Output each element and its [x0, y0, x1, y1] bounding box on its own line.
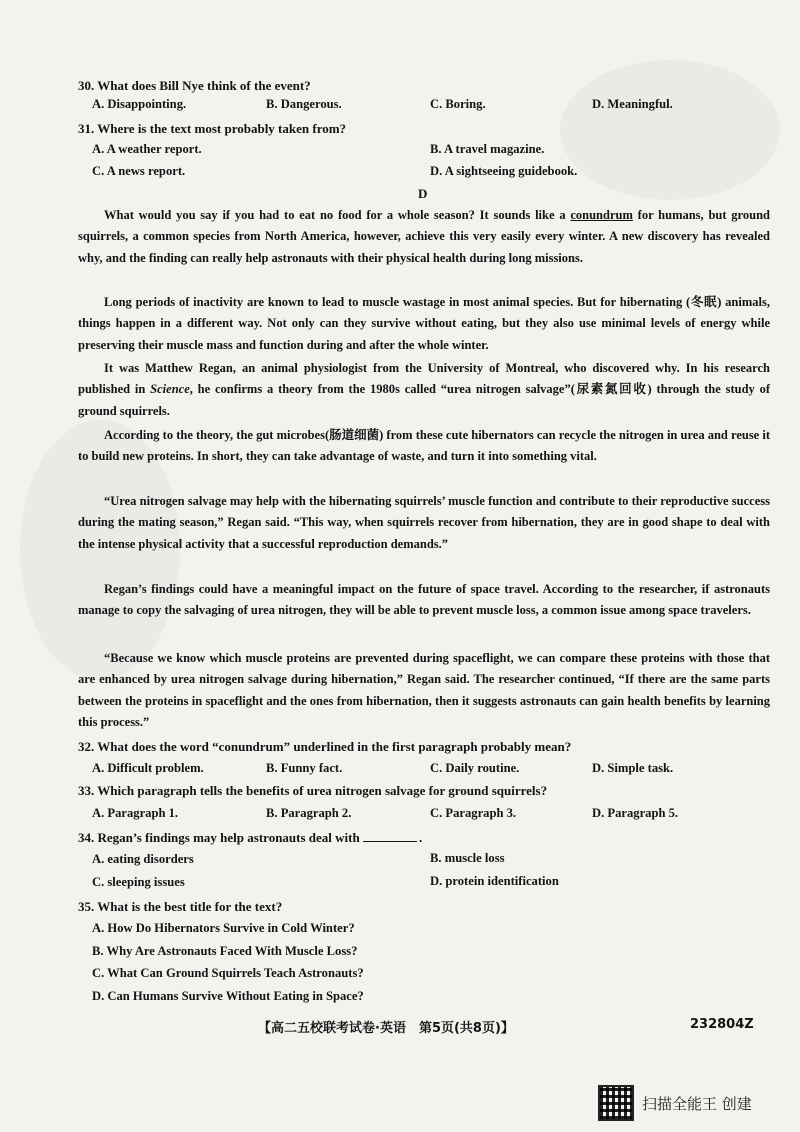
question-35: 35. What is the best title for the text?: [78, 899, 283, 914]
q33-option-d: D. Paragraph 5.: [592, 806, 679, 820]
paragraph-5: “Urea nitrogen salvage may help with the hibernating squirrels’ muscle function and contribute to their reproductive success during the mating season,” Regan said. “This way, when squirrels recover from hibernation, they are in good shape to deal with the intense physical activity that a successful reproduction demands.”: [78, 494, 770, 551]
paragraph-7: “Because we know which muscle proteins are prevented during spaceflight, we can compare these proteins with those that are enhanced by urea nitrogen salvage during hibernation,” Regan said. The researcher continued, “If there are the same parts between the proteins in spaceflight and the ones from hibernation, then it suggests astronauts can gain health benefits by learning this process.”: [78, 651, 770, 729]
answer-blank: [363, 829, 417, 842]
q31-option-d: D. A sightseeing guidebook.: [430, 164, 578, 178]
paragraph-1-text-end: for humans, but ground squirrels, a common species from North America, however, achieve this very easily every winter. A new discovery has revealed why, and the finding can really help astronauts with their physical health during long missions.: [78, 208, 770, 265]
q33-option-a: A. Paragraph 1.: [92, 806, 179, 820]
q30-option-a: A. Disappointing.: [92, 97, 187, 111]
q32-option-a: A. Difficult problem.: [92, 761, 204, 775]
q33-option-c: C. Paragraph 3.: [430, 806, 517, 820]
question-32: 32. What does the word “conundrum” underlined in the first paragraph probably mean?: [78, 739, 572, 754]
question-34-end: .: [418, 830, 423, 845]
q35-option-a: A. How Do Hibernators Survive in Cold Winter?: [92, 921, 355, 935]
q32-option-b: B. Funny fact.: [266, 761, 343, 775]
q34-option-d: D. protein identification: [430, 874, 559, 888]
q35-option-c: C. What Can Ground Squirrels Teach Astronauts?: [92, 966, 364, 980]
paragraph-1-text: What would you say if you had to eat no food for a whole season? It sounds like a: [104, 208, 571, 222]
scanner-text: 扫描全能王 创建: [642, 1094, 752, 1113]
question-31: 31. Where is the text most probably taken from?: [78, 121, 347, 136]
q30-option-c: C. Boring.: [430, 97, 486, 111]
exam-code: 232804Z: [690, 1017, 754, 1032]
paragraph-3: [78, 358, 770, 422]
paragraph-3-text-end: , he confirms a theory from the 1980s called “urea nitrogen salvage”(尿素氮回收) through the study of ground squirrels.: [78, 382, 770, 418]
q31-option-a: A. A weather report.: [92, 142, 202, 156]
q35-option-d: D. Can Humans Survive Without Eating in Space?: [92, 989, 364, 1003]
passage-heading: D: [418, 186, 428, 201]
q33-option-b: B. Paragraph 2.: [266, 806, 352, 820]
scanner-watermark: [598, 1085, 752, 1121]
question-34-text: 34. Regan’s findings may help astronauts deal with: [78, 830, 363, 845]
paragraph-1: [78, 205, 770, 269]
q31-option-c: C. A news report.: [92, 164, 186, 178]
underlined-word: conundrum: [570, 208, 633, 222]
q34-option-b: B. muscle loss: [430, 851, 505, 865]
paragraph-2: Long periods of inactivity are known to lead to muscle wastage in most animal species. But for hibernating (冬眠) animals, things happen in a different way. Not only can they survive without eating, but they also use minimal levels of energy while preserving their muscle mass and function during and after the whole winter.: [78, 295, 770, 352]
q34-option-c: C. sleeping issues: [92, 875, 185, 889]
question-33: 33. Which paragraph tells the benefits of urea nitrogen salvage for ground squirrels?: [78, 783, 548, 798]
q32-option-c: C. Daily routine.: [430, 761, 520, 775]
journal-name: Science: [150, 382, 190, 397]
q35-option-b: B. Why Are Astronauts Faced With Muscle Loss?: [92, 944, 358, 958]
scan-smudge: [560, 60, 780, 200]
q32-option-d: D. Simple task.: [592, 761, 674, 775]
qr-code-icon: [598, 1085, 634, 1121]
paragraph-4: According to the theory, the gut microbes(肠道细菌) from these cute hibernators can recycle the nitrogen in urea and reuse it to build new proteins. In short, they can take advantage of waste, and turn it into something vital.: [78, 428, 770, 464]
q30-option-d: D. Meaningful.: [592, 97, 673, 111]
q31-option-b: B. A travel magazine.: [430, 142, 545, 156]
paragraph-6: Regan’s findings could have a meaningful impact on the future of space travel. According to the researcher, if astronauts manage to copy the salvaging of urea nitrogen, they will be able to prevent muscle loss, a common issue among space travelers.: [78, 582, 770, 618]
page-footer: 【高二五校联考试卷·英语 第5页(共8页)】: [258, 1021, 514, 1036]
paragraph-3-text: It was Matthew Regan, an animal physiologist from the University of Montreal, who discovered why. In his research published in: [78, 361, 770, 397]
question-34: [78, 829, 422, 846]
question-30: 30. What does Bill Nye think of the event?: [78, 78, 311, 93]
q34-option-a: A. eating disorders: [92, 852, 194, 866]
q30-option-b: B. Dangerous.: [266, 97, 342, 111]
